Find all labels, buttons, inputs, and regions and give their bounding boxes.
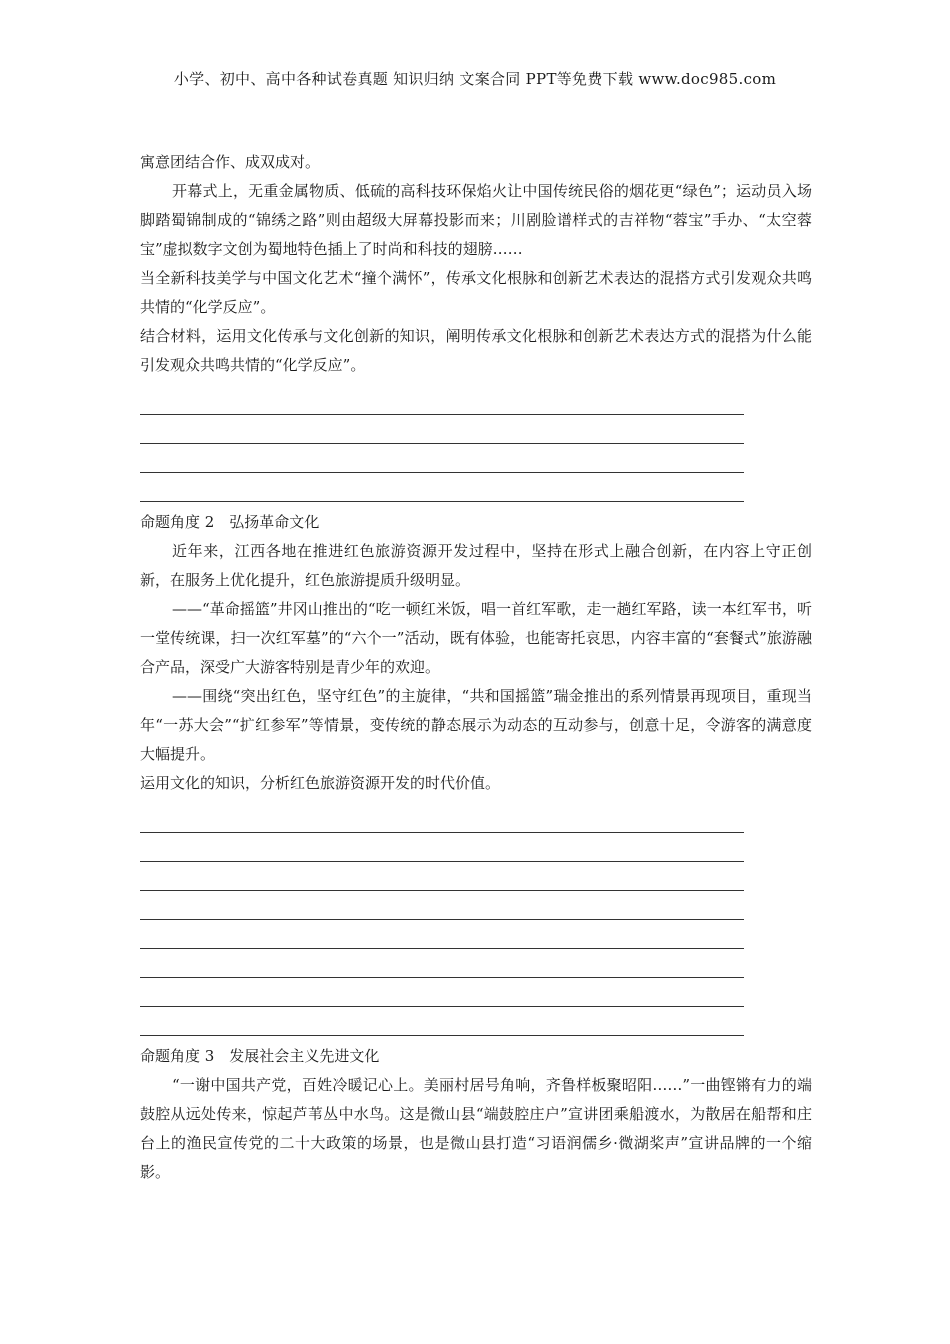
page-header: 小学、初中、高中各种试卷真题 知识归纳 文案合同 PPT等免费下载 www.doc985.com: [173, 70, 777, 88]
answer-line[interactable]: [140, 949, 744, 978]
section2-paragraph-1: 近年来，江西各地在推进红色旅游资源开发过程中，坚持在形式上融合创新，在内容上守正创新，在服务上优化提升，红色旅游提质升级明显。: [140, 542, 812, 589]
answer-line[interactable]: [140, 386, 744, 415]
answer-lines-1[interactable]: [140, 386, 812, 502]
answer-line[interactable]: [140, 804, 744, 833]
answer-line[interactable]: [140, 891, 744, 920]
section1-intro: 寓意团结合作、成双成对。: [140, 153, 321, 171]
answer-line[interactable]: [140, 415, 744, 444]
section2-paragraph-2: ——“革命摇篮”井冈山推出的“吃一顿红米饭，唱一首红军歌，走一趟红军路，读一本红军书，听一堂传统课，扫一次红军墓”的“六个一”活动，既有体验，也能寄托哀思，内容丰富的“套餐式”旅游融合产品，深受广大游客特别是青少年的欢迎。: [140, 600, 812, 676]
answer-line[interactable]: [140, 978, 744, 1007]
page-content: [140, 148, 812, 1187]
section1-question: 结合材料，运用文化传承与文化创新的知识，阐明传承文化根脉和创新艺术表达方式的混搭为什么能引发观众共鸣共情的“化学反应”。: [140, 327, 812, 374]
answer-lines-2[interactable]: [140, 804, 812, 1036]
answer-line[interactable]: [140, 1007, 744, 1036]
section2-paragraph-3: ——围绕“突出红色，坚守红色”的主旋律，“共和国摇篮”瑞金推出的系列情景再现项目，重现当年“一苏大会”“扩红参军”等情景，变传统的静态展示为动态的互动参与，创意十足，令游客的满意度大幅提升。: [140, 687, 812, 763]
answer-line[interactable]: [140, 833, 744, 862]
section1-paragraph-2: 当全新科技美学与中国文化艺术“撞个满怀”，传承文化根脉和创新艺术表达的混搭方式引发观众共鸣共情的“化学反应”。: [140, 269, 812, 316]
answer-line[interactable]: [140, 444, 744, 473]
answer-line[interactable]: [140, 920, 744, 949]
section3-paragraph-1: “一谢中国共产党，百姓冷暖记心上。美丽村居号角响，齐鲁样板聚昭阳……”一曲铿锵有力的端鼓腔从远处传来，惊起芦苇丛中水鸟。这是微山县“端鼓腔庄户”宣讲团乘船渡水，为散居在船帮和庄台上的渔民宣传党的二十大政策的场景，也是微山县打造“习语润儒乡·微湖桨声”宣讲品牌的一个缩影。: [140, 1076, 812, 1181]
section2-heading: 命题角度 2 弘扬革命文化: [140, 513, 320, 531]
answer-line[interactable]: [140, 862, 744, 891]
section1-paragraph-1: 开幕式上，无重金属物质、低硫的高科技环保焰火让中国传统民俗的烟花更“绿色”；运动员入场脚踏蜀锦制成的“锦绣之路”则由超级大屏幕投影而来；川剧脸谱样式的吉祥物“蓉宝”手办、“太空蓉宝”虚拟数字文创为蜀地特色插上了时尚和科技的翅膀……: [140, 182, 812, 258]
section2-question: 运用文化的知识，分析红色旅游资源开发的时代价值。: [140, 774, 501, 792]
section3-heading: 命题角度 3 发展社会主义先进文化: [140, 1047, 380, 1065]
answer-line[interactable]: [140, 473, 744, 502]
